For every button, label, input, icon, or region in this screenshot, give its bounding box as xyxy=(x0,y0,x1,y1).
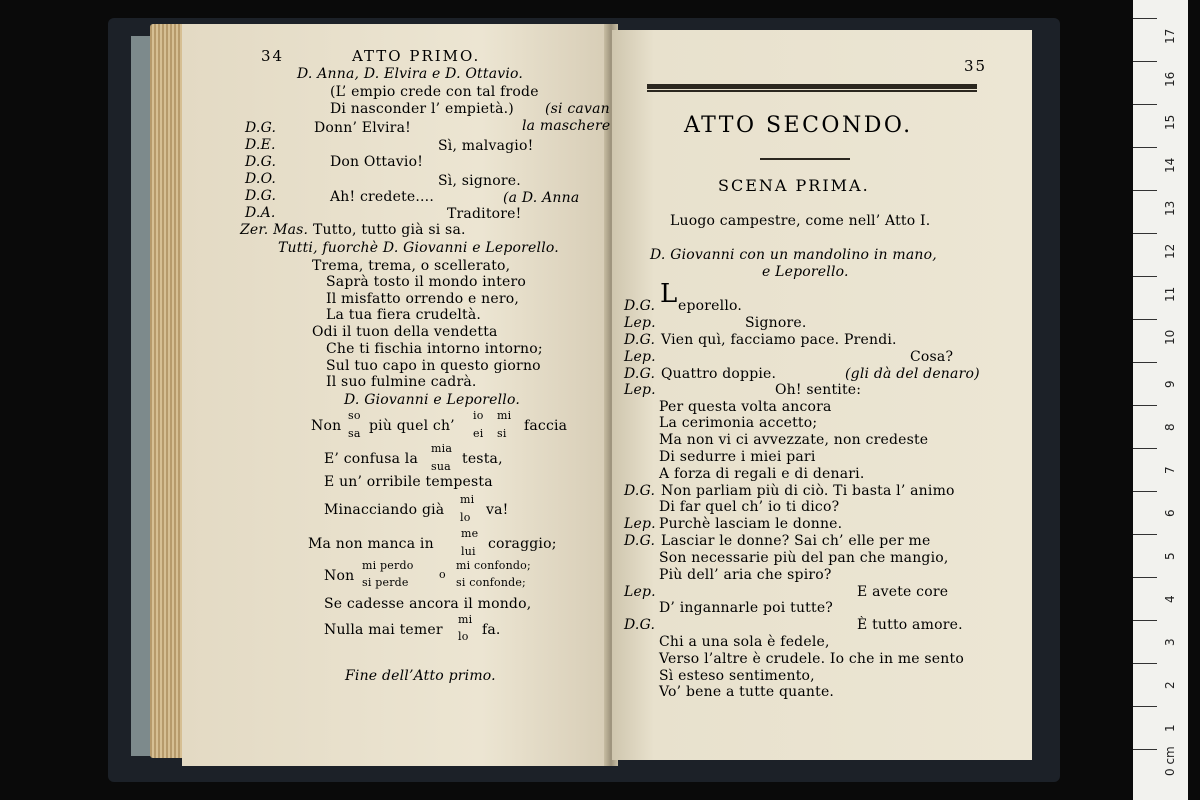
title-rule xyxy=(760,158,850,160)
ruler-tick xyxy=(1133,276,1157,277)
speaker-label: Lep. xyxy=(624,584,656,600)
speaker-label: Lep. xyxy=(624,349,656,365)
speaker-label: D.A. xyxy=(245,205,276,221)
variant-upper: mi confondo; xyxy=(456,559,531,572)
ruler-tick xyxy=(1133,706,1157,707)
text-line: La tua fiera crudeltà. xyxy=(326,307,482,323)
text-line: Traditore! xyxy=(447,206,522,222)
text-line: Donn’ Elvira! xyxy=(314,120,411,136)
stage-direction: (a D. Anna xyxy=(503,190,580,206)
ruler-number: 13 xyxy=(1163,200,1177,216)
ruler-number: 9 xyxy=(1163,380,1177,388)
act-title: ATTO SECONDO. xyxy=(684,113,913,138)
text-line: Ma non manca in xyxy=(308,536,434,552)
text-line: Che ti fischia intorno intorno; xyxy=(326,341,543,357)
conjunction: o xyxy=(439,568,446,581)
text-line: Sul tuo capo in questo giorno xyxy=(326,358,541,374)
text-line: più quel ch’ xyxy=(369,418,455,434)
ruler-number: 15 xyxy=(1163,114,1177,130)
variant-upper: mia xyxy=(431,442,453,455)
variant-upper: me xyxy=(461,527,479,540)
speaker-label: D.O. xyxy=(245,171,277,187)
text-line: fa. xyxy=(482,622,501,638)
speaker-label: Lep. xyxy=(624,382,656,398)
text-line: Sì, malvagio! xyxy=(438,138,534,154)
ruler-tick xyxy=(1133,577,1157,578)
ruler-tick xyxy=(1133,448,1157,449)
ruler-tick xyxy=(1133,233,1157,234)
text-line: D. Anna, D. Elvira e D. Ottavio. xyxy=(297,66,524,82)
ruler-number: 2 xyxy=(1163,681,1177,689)
ruler-number: 5 xyxy=(1163,552,1177,560)
text-line: (L’ empio crede con tal frode xyxy=(330,84,539,100)
text-line: Odi il tuon della vendetta xyxy=(312,324,498,340)
text-line: Ma non vi ci avvezzate, non credeste xyxy=(659,432,929,448)
text-line: E un’ orribile tempesta xyxy=(324,474,493,490)
ruler-number: 10 xyxy=(1163,329,1177,345)
text-line: Lasciar le donne? Sai ch’ elle per me xyxy=(661,533,931,549)
text-line: Luogo campestre, come nell’ Atto I. xyxy=(670,213,931,229)
speaker-label: D.G. xyxy=(245,154,277,170)
ruler-number: 7 xyxy=(1163,466,1177,474)
ruler-tick xyxy=(1133,491,1157,492)
ruler-tick xyxy=(1133,405,1157,406)
speaker-label: Lep. xyxy=(624,315,656,331)
text-line: coraggio; xyxy=(488,536,557,552)
speaker-label: D.G. xyxy=(624,366,656,382)
speaker-label: D.G. xyxy=(624,617,656,633)
stage-direction: (gli dà del denaro) xyxy=(845,366,980,382)
speaker-label: D.E. xyxy=(245,137,276,153)
variant-upper: mi perdo xyxy=(362,559,414,572)
text-line: e Leporello. xyxy=(762,264,849,280)
text-line: faccia xyxy=(524,418,568,434)
text-line: A forza di regali e di denari. xyxy=(659,466,865,482)
variant-upper: so xyxy=(348,409,361,422)
text-line: Chi a una sola è fedele, xyxy=(659,634,830,650)
ruler-tick xyxy=(1133,18,1157,19)
speaker-label: D.G. xyxy=(624,533,656,549)
text-line: Minacciando già xyxy=(324,502,445,518)
ornamental-rule-thin xyxy=(647,90,977,92)
ruler-tick xyxy=(1133,319,1157,320)
text-line: Vo’ bene a tutte quante. xyxy=(659,684,835,700)
scene-title: SCENA PRIMA. xyxy=(718,176,870,195)
text-line: Trema, trema, o scellerato, xyxy=(312,258,511,274)
text-line: Ah! credete.... xyxy=(330,189,434,205)
ruler-tick xyxy=(1133,663,1157,664)
right-page-number: 35 xyxy=(964,57,988,75)
variant-lower: sa xyxy=(348,427,361,440)
variant-upper: mi xyxy=(497,409,512,422)
ruler-tick xyxy=(1133,147,1157,148)
stage-direction: la maschere xyxy=(522,118,611,134)
text-line: Per questa volta ancora xyxy=(659,399,832,415)
text-line: Oh! sentite: xyxy=(775,382,862,398)
ruler-tick xyxy=(1133,534,1157,535)
text-line: testa, xyxy=(462,451,503,467)
text-line: Il suo fulmine cadrà. xyxy=(326,374,477,390)
text-line: Più dell’ aria che spiro? xyxy=(659,567,832,583)
text-line: Non xyxy=(324,568,355,584)
variant-upper: io xyxy=(473,409,484,422)
text-line: Di far quel ch’ io ti dico? xyxy=(659,499,840,515)
text-line: Di nasconder l’ empietà.) xyxy=(330,101,514,117)
ruler-number: 8 xyxy=(1163,423,1177,431)
text-line: eporello. xyxy=(678,298,743,314)
text-line: La cerimonia accetto; xyxy=(659,415,818,431)
variant-lower: sua xyxy=(431,460,451,473)
ruler-number: 4 xyxy=(1163,595,1177,603)
text-line: Tutti, fuorchè D. Giovanni e Leporello. xyxy=(278,240,559,256)
speaker-label: D.G. xyxy=(245,120,277,136)
speaker-label: D.G. xyxy=(624,332,656,348)
text-line: D’ ingannarle poi tutte? xyxy=(659,600,834,616)
text-line: Il misfatto orrendo e nero, xyxy=(326,291,520,307)
text-line: Don Ottavio! xyxy=(330,154,424,170)
variant-upper: mi xyxy=(458,613,473,626)
text-line: E’ confusa la xyxy=(324,451,419,467)
ruler-tick xyxy=(1133,362,1157,363)
act-end-line: Fine dell’Atto primo. xyxy=(345,668,496,684)
ruler-number: 1 xyxy=(1163,724,1177,732)
stage-direction: (si cavan xyxy=(545,101,610,117)
text-line: Verso l’altre è crudele. Io che in me sento xyxy=(659,651,964,667)
ruler-number: 3 xyxy=(1163,638,1177,646)
text-line: Sì esteso sentimento, xyxy=(659,668,815,684)
ornamental-rule-thick xyxy=(647,84,977,89)
text-line: Tutto, tutto già si sa. xyxy=(313,222,466,238)
text-line: va! xyxy=(486,502,509,518)
ruler-tick xyxy=(1133,749,1157,750)
variant-lower: si xyxy=(497,427,507,440)
text-line: D. Giovanni e Leporello. xyxy=(344,392,521,408)
ruler-number: 16 xyxy=(1163,71,1177,87)
text-line: D. Giovanni con un mandolino in mano, xyxy=(650,247,937,263)
variant-lower: lo xyxy=(460,511,471,524)
text-line: Se cadesse ancora il mondo, xyxy=(324,596,532,612)
text-line: Signore. xyxy=(745,315,807,331)
text-line: Cosa? xyxy=(910,349,954,365)
speaker-label: D.G. xyxy=(624,298,656,314)
text-line: Di sedurre i miei pari xyxy=(659,449,816,465)
speaker-label: D.G. xyxy=(245,188,277,204)
ruler-number: 6 xyxy=(1163,509,1177,517)
ruler-tick xyxy=(1133,61,1157,62)
ruler-number: 0 cm xyxy=(1163,746,1177,776)
ruler-tick xyxy=(1133,620,1157,621)
ruler-number: 11 xyxy=(1163,286,1177,302)
ruler-number: 12 xyxy=(1163,243,1177,259)
text-line: Vien quì, facciamo pace. Prendi. xyxy=(661,332,897,348)
speaker-label: D.G. xyxy=(624,483,656,499)
variant-lower: ei xyxy=(473,427,484,440)
ruler-number: 14 xyxy=(1163,157,1177,173)
text-line: Son necessarie più del pan che mangio, xyxy=(659,550,949,566)
text-line: Sì, signore. xyxy=(438,173,521,189)
left-running-head: ATTO PRIMO. xyxy=(352,47,481,65)
text-line: Non xyxy=(311,418,342,434)
text-line: Purchè lasciam le donne. xyxy=(659,516,843,532)
variant-lower: si confonde; xyxy=(456,576,526,589)
text-line: Nulla mai temer xyxy=(324,622,443,638)
drop-capital: L xyxy=(660,279,678,309)
speaker-label: Zer. Mas. xyxy=(240,222,309,238)
text-line: E avete core xyxy=(857,584,949,600)
text-line: Saprà tosto il mondo intero xyxy=(326,274,527,290)
variant-lower: si perde xyxy=(362,576,409,589)
variant-lower: lui xyxy=(461,545,476,558)
variant-upper: mi xyxy=(460,493,475,506)
ruler-tick xyxy=(1133,190,1157,191)
measurement-ruler xyxy=(1133,0,1188,800)
text-line: È tutto amore. xyxy=(857,617,963,633)
ruler-number: 17 xyxy=(1163,28,1177,44)
ruler-tick xyxy=(1133,104,1157,105)
text-line: Quattro doppie. xyxy=(661,366,777,382)
text-line: Non parliam più di ciò. Ti basta l’ animo xyxy=(661,483,955,499)
left-page-number: 34 xyxy=(261,47,285,65)
variant-lower: lo xyxy=(458,630,469,643)
speaker-label: Lep. xyxy=(624,516,656,532)
